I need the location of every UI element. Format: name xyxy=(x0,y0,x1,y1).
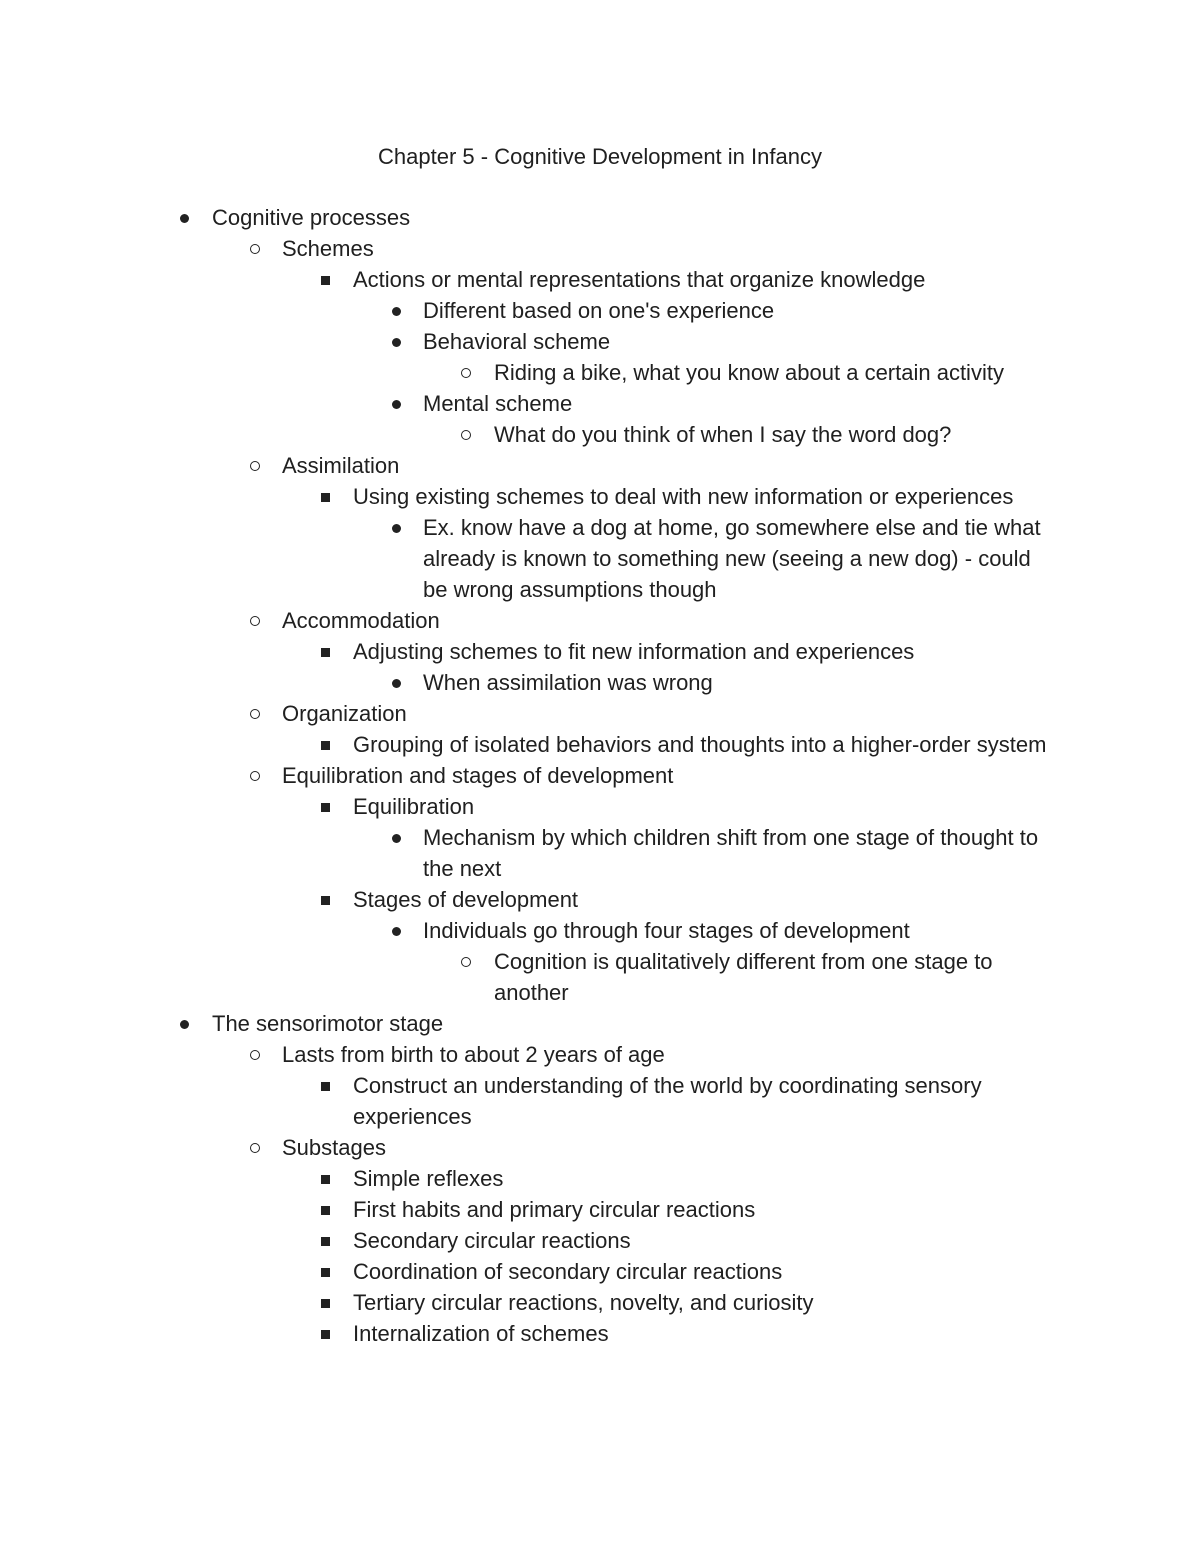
list-item xyxy=(0,1163,1200,1194)
list-item-text: Accommodation xyxy=(282,608,440,633)
list-item-text: Using existing schemes to deal with new information or experiences xyxy=(353,484,1014,509)
list-item-text: First habits and primary circular reactions xyxy=(353,1197,756,1222)
list-item-text: Cognitive processes xyxy=(212,205,411,230)
list-item-text: Mental scheme xyxy=(423,391,573,416)
list-item xyxy=(0,357,1200,388)
list-item-text: Assimilation xyxy=(282,453,400,478)
list-item-text: Ex. know have a dog at home, go somewhere else and tie what already is known to something new (seeing a new dog) - could be wrong assumptions though xyxy=(423,515,1041,602)
list-item xyxy=(0,605,1200,636)
list-item xyxy=(0,822,1200,884)
list-item-text: Mechanism by which children shift from one stage of thought to the next xyxy=(423,825,1039,881)
list-item xyxy=(0,915,1200,946)
list-item xyxy=(0,884,1200,915)
list-item xyxy=(0,295,1200,326)
list-item-text: Adjusting schemes to fit new information and experiences xyxy=(353,639,915,664)
list-item-text: Construct an understanding of the world by coordinating sensory experiences xyxy=(353,1073,982,1129)
list-item xyxy=(0,1039,1200,1070)
list-item-text: Substages xyxy=(282,1135,386,1160)
list-item-text: Behavioral scheme xyxy=(423,329,611,354)
list-item xyxy=(0,419,1200,450)
list-item-text: Tertiary circular reactions, novelty, and curiosity xyxy=(353,1290,814,1315)
list-item xyxy=(0,1132,1200,1163)
list-item xyxy=(0,264,1200,295)
list-item xyxy=(0,636,1200,667)
list-item-text: Lasts from birth to about 2 years of age xyxy=(282,1042,665,1067)
list-item xyxy=(0,512,1200,605)
list-item xyxy=(0,1070,1200,1132)
list-item xyxy=(0,760,1200,791)
list-item-text: When assimilation was wrong xyxy=(423,670,713,695)
list-item xyxy=(0,481,1200,512)
list-item-text: What do you think of when I say the word dog? xyxy=(494,422,952,447)
list-item-text: Riding a bike, what you know about a certain activity xyxy=(494,360,1004,385)
list-item-text: Simple reflexes xyxy=(353,1166,504,1191)
list-item xyxy=(0,1194,1200,1225)
list-item xyxy=(0,1008,1200,1039)
list-item-text: Equilibration and stages of development xyxy=(282,763,674,788)
list-item xyxy=(0,1225,1200,1256)
list-item-text: Schemes xyxy=(282,236,374,261)
document-title: Chapter 5 - Cognitive Development in Infancy xyxy=(378,144,822,169)
list-item-text: Cognition is qualitatively different from one stage to another xyxy=(494,949,993,1005)
list-item-text: Coordination of secondary circular reactions xyxy=(353,1259,783,1284)
list-item-text: Actions or mental representations that organize knowledge xyxy=(353,267,926,292)
outline-list xyxy=(0,202,1200,1349)
list-item xyxy=(0,946,1200,1008)
list-item xyxy=(0,729,1200,760)
list-item-text: Equilibration xyxy=(353,794,475,819)
list-item-text: Different based on one's experience xyxy=(423,298,775,323)
list-item xyxy=(0,791,1200,822)
list-item-text: Individuals go through four stages of development xyxy=(423,918,910,943)
list-item xyxy=(0,667,1200,698)
list-item-text: Organization xyxy=(282,701,407,726)
list-item-text: Secondary circular reactions xyxy=(353,1228,631,1253)
list-item xyxy=(0,450,1200,481)
list-item xyxy=(0,1256,1200,1287)
list-item xyxy=(0,1318,1200,1349)
list-item xyxy=(0,326,1200,357)
list-item-text: Grouping of isolated behaviors and thoughts into a higher-order system xyxy=(353,732,1047,757)
list-item xyxy=(0,698,1200,729)
list-item-text: Internalization of schemes xyxy=(353,1321,609,1346)
list-item xyxy=(0,388,1200,419)
list-item xyxy=(0,202,1200,233)
list-item-text: The sensorimotor stage xyxy=(212,1011,444,1036)
list-item xyxy=(0,233,1200,264)
list-item-text: Stages of development xyxy=(353,887,579,912)
list-item xyxy=(0,1287,1200,1318)
